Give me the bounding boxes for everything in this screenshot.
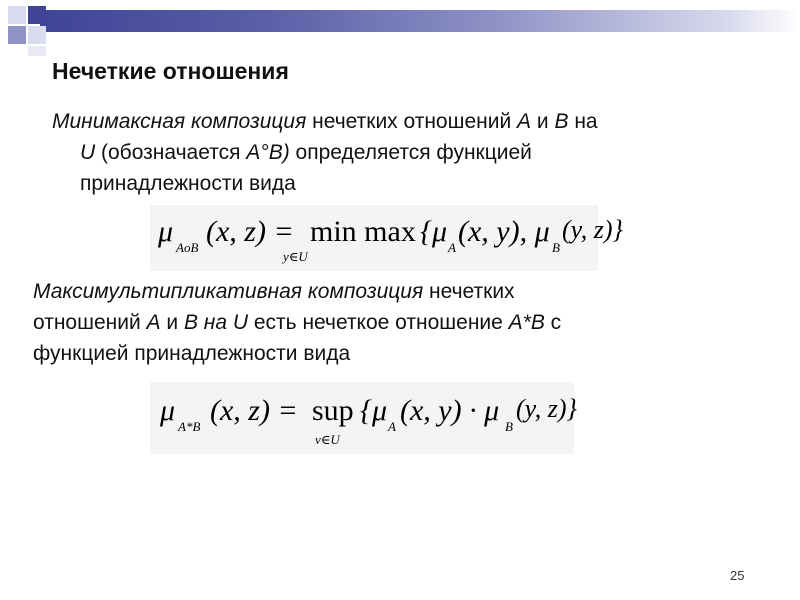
var-a: A	[146, 311, 161, 334]
paragraph-maxmult	[33, 276, 753, 369]
formula-args: (x, z) =	[210, 394, 298, 427]
text: на	[568, 110, 598, 133]
term-maxmult: Максимультипликативная композиция	[33, 280, 424, 303]
formula-body: (x, y) · μ	[400, 394, 500, 427]
mu-symbol: μ	[160, 394, 176, 427]
subscript: A	[448, 240, 456, 255]
decor-square	[28, 26, 46, 44]
text: нечетких	[423, 280, 515, 303]
formula-body: (x, y), μ	[458, 215, 550, 248]
text: принадлежности вида	[80, 172, 296, 195]
formula-args: (x, z) =	[206, 215, 294, 248]
var-u: U	[80, 141, 96, 164]
text: (обозначается	[95, 141, 247, 164]
decor-square	[28, 6, 46, 24]
operator-subscript: y∈U	[283, 249, 308, 264]
subscript: A	[388, 419, 396, 434]
notation-astarb: A*B	[508, 311, 545, 334]
operator-minmax: min max	[310, 215, 416, 248]
decor-square	[28, 46, 46, 56]
subscript: AoB	[176, 240, 199, 255]
text: есть нечеткое отношение	[248, 311, 509, 334]
header-decoration-bar	[40, 10, 800, 32]
subscript: B	[505, 419, 513, 434]
decor-square	[8, 6, 26, 24]
term-minimax: Минимаксная композиция	[52, 110, 307, 133]
text: и	[531, 110, 555, 133]
var-b: B	[554, 110, 569, 133]
formula-body: (y, z)}	[516, 394, 577, 423]
text: функцией принадлежности вида	[33, 342, 351, 365]
decor-square	[8, 26, 26, 44]
slide-title: Нечеткие отношения	[52, 58, 289, 84]
formula-body: {μ	[360, 394, 388, 427]
subscript: A*B	[178, 419, 201, 434]
operator-sup: sup	[312, 394, 354, 427]
var-b-on-u: B на U	[183, 311, 249, 334]
formula-maxmult	[150, 382, 577, 454]
formula-body: {μ	[420, 215, 448, 248]
mu-symbol: μ	[158, 215, 174, 248]
page-number: 25	[730, 568, 745, 583]
formula-minimax	[150, 205, 623, 271]
text: определяется функцией	[289, 141, 532, 164]
notation-aob: A°B)	[246, 141, 290, 164]
text: нечетких отношений	[306, 110, 518, 133]
text: с	[544, 311, 562, 334]
text: и	[160, 311, 184, 334]
var-a: A	[517, 110, 532, 133]
formula-body: (y, z)}	[562, 215, 623, 244]
paragraph-minimax	[52, 106, 752, 199]
operator-subscript: v∈U	[315, 432, 340, 447]
subscript: B	[552, 240, 560, 255]
text: отношений	[33, 311, 147, 334]
